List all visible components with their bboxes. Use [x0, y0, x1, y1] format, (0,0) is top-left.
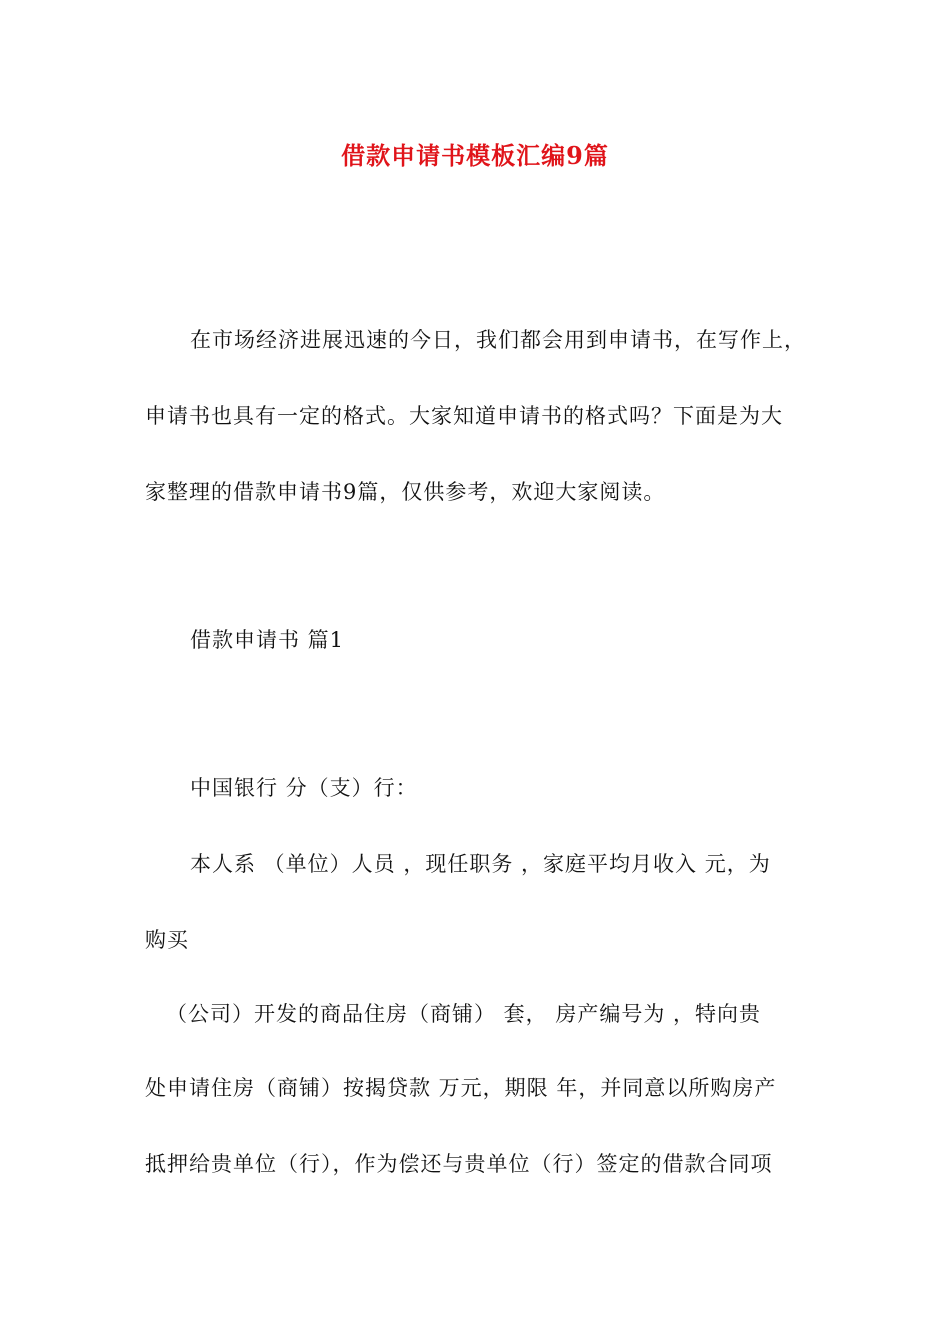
section-heading: 借款申请书 篇1 [190, 628, 345, 652]
body-line: 本人系 （单位）人员 ，现任职务 ，家庭平均月收入 元，为 [190, 852, 771, 876]
body-line: 抵押给贵单位（行），作为偿还与贵单位（行）签定的借款合同项 [145, 1152, 773, 1176]
body-line: 处申请住房（商铺）按揭贷款 万元，期限 年，并同意以所购房产 [145, 1076, 777, 1100]
intro-line: 在市场经济进展迅速的今日，我们都会用到申请书，在写作上， [190, 328, 806, 352]
intro-line: 家整理的借款申请书9篇，仅供参考，欢迎大家阅读。 [145, 480, 666, 504]
body-line: 购买 [145, 928, 189, 952]
salutation: 中国银行 分（支）行： [190, 776, 418, 800]
body-line: （公司）开发的商品住房（商铺） 套， 房产编号为 ，特向贵 [166, 1002, 762, 1026]
document-title: 借款申请书模板汇编9篇 [341, 141, 609, 170]
intro-line: 申请书也具有一定的格式。大家知道申请书的格式吗？下面是为大 [145, 404, 783, 428]
